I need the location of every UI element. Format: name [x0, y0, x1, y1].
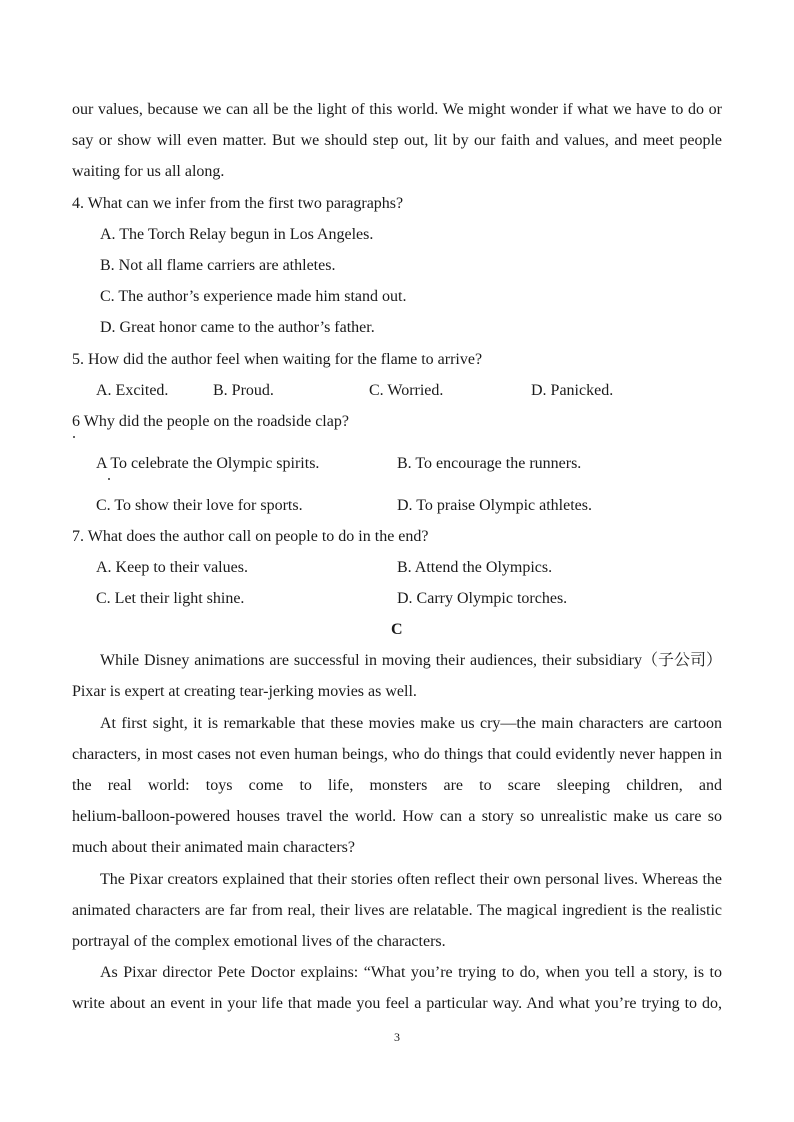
- question-5-option-b: B. Proud.: [213, 382, 274, 399]
- question-6-stem: 6 Why did the people on the roadside clap?: [72, 413, 349, 430]
- section-c-heading: C: [391, 621, 403, 638]
- question-4-option-d: D. Great honor came to the author’s father.: [100, 319, 375, 336]
- passage-line: animated characters are far from real, their lives are relatable. The magical ingredient is the realistic: [72, 902, 722, 919]
- passage-line: say or show will even matter. But we should step out, lit by our faith and values, and meet people: [72, 132, 722, 149]
- passage-line: much about their animated main characters?: [72, 839, 355, 856]
- question-5-stem: 5. How did the author feel when waiting for the flame to arrive?: [72, 351, 483, 368]
- question-6-option-a: A To celebrate the Olympic spirits.: [96, 455, 320, 472]
- passage-line: portrayal of the complex emotional lives of the characters.: [72, 933, 446, 950]
- question-7-option-c: C. Let their light shine.: [96, 590, 245, 607]
- passage-line: helium-balloon-powered houses travel the world. How can a story so unrealistic make us care so: [72, 808, 722, 825]
- question-5-option-d: D. Panicked.: [531, 382, 614, 399]
- passage-line: At first sight, it is remarkable that these movies make us cry—the main characters are cartoon: [100, 715, 722, 732]
- passage-line: The Pixar creators explained that their stories often reflect their own personal lives. Whereas the: [100, 871, 722, 888]
- question-6-option-d: D. To praise Olympic athletes.: [397, 497, 592, 514]
- stray-dot-mark: [108, 478, 110, 480]
- question-7-option-d: D. Carry Olympic torches.: [397, 590, 568, 607]
- page-number: 3: [394, 1030, 400, 1044]
- question-7-option-a: A. Keep to their values.: [96, 559, 248, 576]
- question-7-option-b: B. Attend the Olympics.: [397, 559, 553, 576]
- passage-line: As Pixar director Pete Doctor explains: “What you’re trying to do, when you tell a story, is to: [100, 964, 722, 981]
- question-6-option-c: C. To show their love for sports.: [96, 497, 303, 514]
- question-4-option-b: B. Not all flame carriers are athletes.: [100, 257, 336, 274]
- question-5-option-c: C. Worried.: [369, 382, 444, 399]
- passage-line: Pixar is expert at creating tear-jerking movies as well.: [72, 683, 417, 700]
- passage-line: waiting for us all along.: [72, 163, 225, 180]
- question-5-option-a: A. Excited.: [96, 382, 169, 399]
- question-4-stem: 4. What can we infer from the first two paragraphs?: [72, 195, 404, 212]
- passage-line: write about an event in your life that made you feel a particular way. And what you’re trying to do,: [72, 995, 722, 1012]
- question-7-stem: 7. What does the author call on people to do in the end?: [72, 528, 429, 545]
- passage-line: our values, because we can all be the light of this world. We might wonder if what we have to do or: [72, 101, 722, 118]
- question-6-option-b: B. To encourage the runners.: [397, 455, 582, 472]
- question-4-option-c: C. The author’s experience made him stand out.: [100, 288, 407, 305]
- passage-line: the real world: toys come to life, monsters are to scare sleeping children, and: [72, 777, 722, 794]
- stray-dot-mark: [73, 436, 75, 438]
- passage-line: characters, in most cases not even human beings, who do things that could evidently never happen in: [72, 746, 722, 763]
- passage-line: While Disney animations are successful in moving their audiences, their subsidiary（子公司）: [100, 652, 722, 669]
- question-4-option-a: A. The Torch Relay begun in Los Angeles.: [100, 226, 374, 243]
